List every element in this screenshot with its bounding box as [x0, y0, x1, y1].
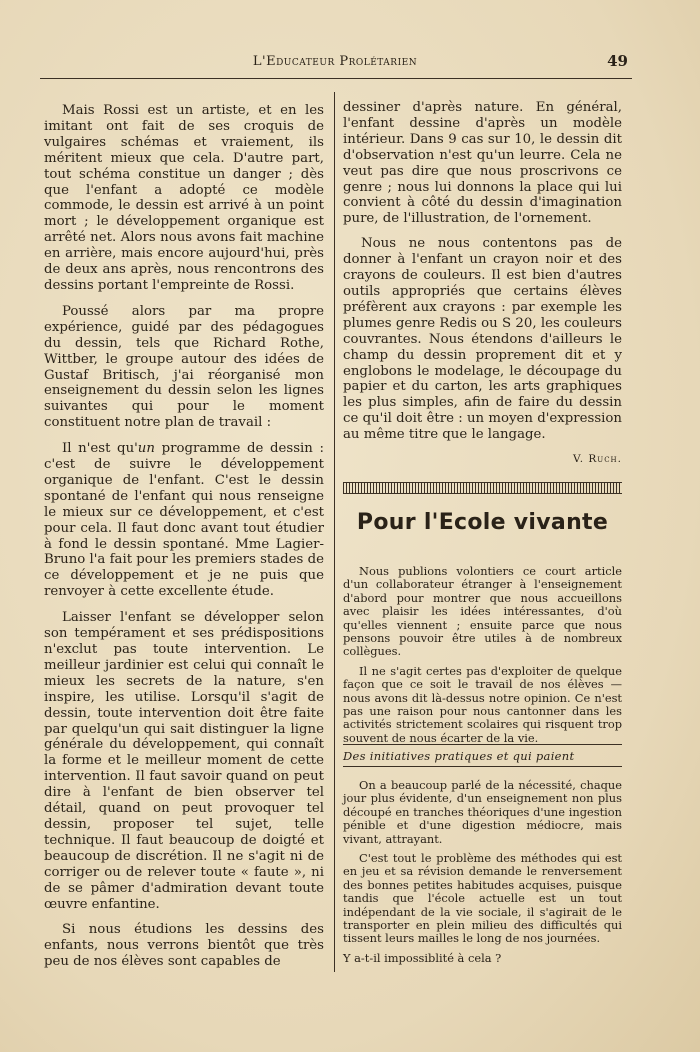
paragraph: Mais Rossi est un artiste, et en les imitant ont fait de ses croquis de vulgaires schémas et vraiement, ils méritent mieux que cela. D'autre part, tout schéma constitue un danger ; dès que l'enfant a adopté ce modèle commode, le dessin est arrivé à un point mort ; le développement organique est arrêté net. Alors nous avons fait machine en arrière, mais encore aujourd'hui, près de deux ans après, nous rencontrons des dessins portant l'empreinte de Rossi.	[44, 103, 324, 293]
paragraph: Poussé alors par ma propre expérience, guidé par des pédagogues du dessin, tels que Richard Rothe, Wittber, le groupe autour des idées de Gustaf Britisch, j'ai réorganisé mon enseignement du dessin selon les lignes suivantes qui pour le moment constituent notre plan de travail :	[44, 303, 324, 431]
paragraph-text: programme de dessin : c'est de suivre le développement organique de l'enfant. C'est le dessin spontané de l'enfant qui nous renseigne le mieux sur ce développement, et c'est pour cela. Il faut donc avant tout étudier à fond le dessin spontané. Mme Lagier-Bruno l'a fait pour les premiers stades de ce développement et je ne puis que renvoyer à cette excellente étude.	[44, 441, 324, 600]
paragraph: C'est tout le problème des méthodes qui est en jeu et sa révision demande le renversement des bonnes petites habitudes acquises, puisque tandis que l'école actuelle est un tout indépendant de la vie sociale, il s'agirait de le transporter en plein milieu des difficultés qui tissent leurs mailles le long de nos journées.	[343, 851, 622, 946]
running-head: L'Educateur Prolétarien	[252, 54, 418, 69]
right-column	[343, 100, 622, 468]
subheading-box	[343, 744, 622, 767]
article-title: Pour l'Ecole vivante	[356, 510, 609, 535]
paragraph: Il ne s'agit certes pas d'exploiter de quelque façon que ce soit le travail de nos élèves — nous avons dit là-dessus notre opinion. Ce n'est pas une raison pour nous cantonner dans les activités strictement scolaires qui risquent trop souvent de nous écarter de la vie.	[343, 663, 622, 745]
paragraph: Laisser l'enfant se développer selon son tempérament et ses prédispositions n'exclut pas toute intervention. Le meilleur jardinier est celui qui connaît le mieux les secrets de la nature, s'en inspire, les utilise. Lorsqu'il s'agit de dessin, toute intervention doit être faite par quelqu'un qui sait distinguer la ligne générale du développement, qui connaît la forme et le meilleur moment de cette intervention. Il faut savoir quand on peut dire à l'enfant de bien observer tel détail, quand on peut provoquer tel dessin, proposer tel sujet, telle technique. Il faut beaucoup de doigté et beaucoup de discrétion. Il ne s'agit ni de corriger ou de relever toute « faute », ni de se pâmer d'admiration devant toute œuvre enfantine.	[44, 610, 324, 912]
paragraph	[44, 441, 324, 600]
article-body	[343, 779, 622, 971]
paragraph: Si nous étudions les dessins des enfants, nous verrons bientôt que très peu de nos élèves sont capables de	[44, 922, 324, 970]
column-divider	[334, 92, 335, 972]
article-intro	[343, 565, 622, 751]
decorative-separator	[343, 482, 622, 494]
paragraph-text: Il n'est qu'	[62, 441, 138, 457]
header-rule	[40, 78, 632, 79]
paragraph: Nous ne nous contentons pas de donner à l'enfant un crayon noir et des crayons de couleurs. Il est bien d'autres outils appropriés que certains élèves préfèrent aux crayons : par exemple les plumes genre Redis ou S 20, les couleurs couvrantes. Nous étendons d'ailleurs le champ du dessin proprement dit et y englobons le modelage, le découpage du papier et du carton, les arts graphiques les plus simples, afin de faire du dessin ce qu'il doit être : un moyen d'expression au même titre que le langage.	[343, 236, 622, 443]
paragraph: Y a-t-il impossiblité à cela ?	[343, 950, 502, 965]
paragraph: On a beaucoup parlé de la nécessité, chaque jour plus évidente, d'un enseignement non plus découpé en tranches théoriques d'une ingestion pénible et d'une digestion médiocre, mais vivant, attrayant.	[343, 778, 622, 846]
subheading: Des initiatives pratiques et qui paient	[343, 749, 575, 763]
page-number: 49	[607, 52, 628, 70]
paragraph: dessiner d'après nature. En général, l'enfant dessine d'après un modèle intérieur. Dans 9 cas sur 10, le dessin dit d'observation n'est qu'un leurre. Cela ne veut pas dire que nous proscrivons ce genre ; nous lui donnons la place qui lui convient à côté du dessin d'imagination pure, de l'illustration, de l'ornement.	[343, 100, 622, 227]
left-column	[44, 103, 324, 980]
author-signature: V. Ruch.	[572, 453, 622, 466]
paragraph: Nous publions volontiers ce court article d'un collaborateur étranger à l'enseignement d'abord pour montrer que nous accueillons avec plaisir les idées intéressantes, d'où qu'elles viennent ; ensuite parce que nous pensons pouvoir être utiles à de nombreux collègues.	[343, 564, 622, 659]
emphasis-text: un	[137, 441, 155, 457]
